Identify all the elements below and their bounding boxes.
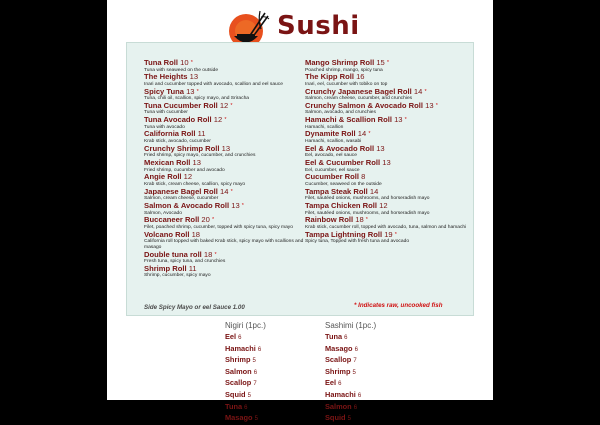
nigiri-item-name: Eel [225,332,237,341]
raw-indicator: * [365,217,368,224]
nigiri-item-price: 6 [238,335,242,341]
nigiri-item-price: 5 [252,358,256,365]
nigiri-heading: Nigiri (1pc.) [225,321,266,330]
menu-item [144,265,309,279]
sashimi-item-price: 6 [353,404,358,411]
sashimi-item-name: Hamachi [325,389,356,399]
menu-item-description: Salmon, cream cheese, cucumber, and crunchies [305,96,413,102]
raw-indicator: * [386,60,390,66]
menu-item-name: Volcano Roll [144,229,190,239]
menu-item-name: Crunchy Salmon & Avocado Roll [305,100,423,110]
nigiri-list [225,332,266,425]
nigiri-item-name: Salmon [225,366,252,376]
roll-menu-panel [126,42,474,316]
menu-item [144,202,309,216]
menu-item-description: Poached shrimp, mango, spicy tuna [305,67,383,73]
menu-item [144,159,309,173]
menu-item [305,102,470,116]
nigiri-item [225,332,266,344]
sashimi-item-price: 5 [347,416,351,423]
side-sauce-note: Side Spicy Mayo or eel Sauce 1.00 [144,304,245,311]
menu-item [144,145,309,159]
sashimi-item [325,355,376,367]
nigiri-item [225,402,266,414]
menu-item-description: Salmon, avocado, and crunchies [305,110,376,116]
menu-item-name: Tuna Cucumber Roll [144,100,218,110]
menu-item-description: Filet, sautéed onions, mushrooms, and horseradish mayo [305,210,430,216]
menu-item-name-line [305,159,470,168]
menu-item-name-line [305,216,470,225]
menu-item-description: Filet, sautéed onions, mushrooms, and horseradish mayo [305,196,430,202]
nigiri-item-name: Masago [225,413,253,423]
menu-item-price: 11 [188,263,197,273]
menu-item-name-line [144,251,309,260]
menu-item-name-line [305,202,470,211]
menu-item-name-line [144,216,309,225]
menu-item-description: Cucumber, seaweed on the outside [305,181,382,187]
menu-item-name-line [144,59,309,68]
menu-item [144,173,309,187]
menu-item-description: Krab stick, cream cheese, scallion, spicy mayo [144,181,246,187]
menu-item-name-line [305,88,470,97]
menu-item-price: 12 [379,200,388,210]
menu-item-name-line [144,173,309,182]
menu-item-name: Tampa Steak Roll [305,186,368,196]
nigiri-item-name: Hamachi [225,343,256,353]
menu-item-price: 13 [425,100,434,110]
sashimi-item-price: 6 [344,335,348,341]
sashimi-list [325,332,376,425]
menu-item-price: 13 [382,158,391,168]
menu-item-name: Shrimp Roll [144,263,187,273]
menu-item-price: 13 [189,72,199,82]
raw-indicator: * [230,102,233,109]
menu-item-price: 13 [376,143,385,153]
menu-item-description: Salmon, cream cheese, cucumber [144,196,219,202]
menu-item [305,188,470,202]
menu-item [305,216,470,230]
menu-item-description: Fresh tuna, spicy tuna, and crunchies [144,259,226,265]
raw-indicator: * [196,88,199,95]
menu-item [144,73,309,87]
menu-item-name: Mango Shrimp Roll [305,58,375,67]
sashimi-item-name: Salmon [325,401,352,411]
menu-item-description: Salmon, Avocado [144,210,182,216]
raw-indicator: * [368,131,371,138]
nigiri-item [225,390,266,402]
raw-indicator: * [241,202,244,209]
menu-item-name-line [144,130,309,139]
menu-item-description: Tuna, chili oil, scallion, spicy mayo, and Sriracha [144,96,250,102]
sashimi-heading: Sashimi (1pc.) [325,321,377,330]
nigiri-item [225,344,266,356]
menu-item-name-line [305,73,470,82]
nigiri-item-price: 6 [253,369,258,376]
menu-item [305,202,470,216]
menu-item-price: 8 [361,172,366,182]
menu-column-right [305,59,470,245]
menu-item-description: Spicy tuna, Topped with fresh tuna and avocado [305,239,410,245]
menu-item-description: Eel, avocado, eel sauce [305,153,357,159]
sashimi-item [325,390,376,402]
raw-indicator: * [394,231,397,238]
menu-item-name: Dynamite Roll [305,129,356,139]
menu-item [305,159,470,173]
menu-item-name: Japanese Bagel Roll [144,186,218,196]
sashimi-item-name: Shrimp [325,366,351,376]
nigiri-item-name: Scallop [225,378,252,388]
menu-item-name: Double tuna roll [144,249,202,259]
sashimi-item-price: 7 [353,358,357,365]
menu-item-price: 12 [213,115,223,125]
menu-item-name-line [305,188,470,197]
raw-indicator: * [190,60,193,66]
raw-indicator: * [224,117,227,124]
nigiri-item [225,413,266,425]
menu-item-price: 10 [180,58,189,67]
sashimi-section [325,320,376,425]
menu-item-description: Fried shrimp, spicy mayo, cucumber, and crunchies [144,153,256,159]
menu-item-name: Salmon & Avocado Roll [144,200,230,210]
sashimi-item-name: Squid [325,413,346,423]
menu-item [305,130,470,144]
menu-item [305,231,470,245]
sashimi-item-price: 6 [354,346,358,353]
sashimi-item [325,413,376,425]
menu-item-name-line [305,116,470,125]
menu-column-left [144,59,309,279]
menu-item-name: Spicy Tuna [144,86,184,96]
menu-item-price: 18 [355,215,364,225]
raw-fish-note: * Indicates raw, uncooked fish [354,302,443,309]
menu-item-price: 18 [203,249,213,259]
sashimi-item-name: Tuna [325,332,343,341]
sashimi-item-name: Scallop [325,355,352,365]
raw-indicator: * [230,188,233,195]
menu-item [305,73,470,87]
raw-indicator: * [435,102,438,109]
menu-item-name: Tuna Roll [144,58,179,67]
sashimi-item-price: 5 [352,369,356,376]
menu-item-name: Tampa Lightning Roll [305,229,383,239]
sashimi-item-name: Masago [325,343,353,353]
menu-item [305,145,470,159]
raw-indicator: * [214,251,217,258]
sashimi-item [325,378,376,390]
menu-item-name: Eel & Avocado Roll [305,143,375,153]
menu-item-description: Filet, poached shrimp, cucumber, topped with spicy tuna, spicy mayo [144,224,293,230]
menu-item-price: 13 [231,200,240,210]
menu-item-price: 14 [357,129,367,139]
menu-item-price: 14 [369,186,379,196]
menu-item-name-line [144,231,309,240]
menu-item-price: 19 [384,229,393,239]
menu-item [144,251,309,265]
menu-item-name-line [305,59,470,68]
nigiri-item [225,378,266,390]
menu-item-name-line [144,88,309,97]
sashimi-item-price: 6 [338,381,342,388]
menu-item [144,102,309,116]
menu-item-name-line [305,130,470,139]
menu-item-name: Tuna Avocado Roll [144,115,212,125]
menu-item-name: Crunchy Shrimp Roll [144,143,220,153]
menu-item-name: Buccaneer Roll [144,215,200,225]
menu-item-name: Hamachi & Scallion Roll [305,115,392,125]
menu-item-name: Rainbow Roll [305,215,354,225]
menu-item-name: Cucumber Roll [305,172,360,182]
page-title: Sushi [277,11,360,41]
menu-item-name: Eel & Cucumber Roll [305,158,381,168]
menu-item-description: Tuna with cucumber [144,110,188,116]
menu-item-name: The Heights [144,72,188,82]
menu-item-description: Inari and cucumber topped with avocado, scallion and eel sauce [144,81,283,87]
menu-item-description: Tuna with avocado [144,124,185,130]
menu-item [144,116,309,130]
menu-item-price: 13 [192,158,201,168]
menu-item-price: 13 [394,115,403,125]
menu-item-description: Tuna with seaweed on the outside [144,67,219,73]
menu-item-description: California roll topped with baked Krab stick, spicy mayo with scallions and masago [144,239,304,250]
menu-item-name-line [144,116,309,125]
menu-item [144,130,309,144]
menu-item-description: Shrimp, cucumber, spicy mayo [144,273,211,279]
nigiri-item-price: 6 [244,404,248,411]
nigiri-item-price: 5 [247,392,251,399]
nigiri-section [225,320,266,425]
menu-item-name-line [144,159,309,168]
menu-item-price: 18 [191,229,201,239]
menu-item-description: Eel, cucumber, eel sauce [305,167,360,173]
sashimi-item [325,367,376,379]
menu-item-description: Hamachi, scallion, wasabi [305,139,362,145]
menu-item-description: Fried shrimp, cucumber and avocado [144,167,225,173]
menu-item-price: 12 [219,100,229,110]
sashimi-item [325,332,376,344]
menu-item-price: 14 [413,86,423,96]
nigiri-item-name: Tuna [225,401,243,411]
menu-item [144,59,309,73]
menu-item-description: Inari, eel, cucumber with tobiko on top [305,81,388,87]
menu-item-price: 16 [356,72,365,82]
raw-indicator: * [404,117,407,124]
menu-item [144,88,309,102]
menu-item-price: 11 [197,129,206,139]
nigiri-item-price: 7 [253,381,257,388]
menu-item [305,88,470,102]
sashimi-item [325,344,376,356]
sashimi-item-price: 6 [357,392,362,399]
raw-indicator: * [424,88,427,95]
menu-item [305,59,470,73]
menu-item-price: 15 [376,58,385,67]
raw-indicator: * [212,217,215,224]
menu-item-name: Crunchy Japanese Bagel Roll [305,86,412,96]
menu-item-name: Tampa Chicken Roll [305,200,378,210]
menu-item-name: Angie Roll [144,172,182,182]
nigiri-item-name: Shrimp [225,355,251,365]
menu-item-description: Hamachi, scallion [305,124,344,130]
sashimi-item [325,402,376,414]
menu-item-price: 13 [221,143,231,153]
menu-item-price: 12 [183,172,193,182]
menu-item-name: The Kipp Roll [305,72,354,82]
menu-item-description: Krab stick, avocado, cucumber [144,139,211,145]
menu-item-name: California Roll [144,129,196,139]
nigiri-item [225,355,266,367]
menu-item-price: 13 [186,86,195,96]
nigiri-item-price: 6 [257,346,262,353]
nigiri-item [225,367,266,379]
menu-item-name-line [144,73,309,82]
menu-item-description: Krab stick, cucumber roll, topped with avocado, tuna, salmon and hamachi [305,224,467,230]
menu-page [107,0,493,423]
menu-item [144,216,309,230]
menu-item-name-line [305,173,470,182]
nigiri-item-price: 5 [254,416,258,423]
menu-item-name: Mexican Roll [144,158,191,168]
menu-item-price: 14 [219,186,229,196]
menu-item [144,231,309,251]
nigiri-item-name: Squid [225,389,246,399]
menu-item-name-line [144,202,309,211]
menu-item [305,173,470,187]
sashimi-item-name: Eel [325,378,337,388]
menu-item-name-line [144,188,309,197]
menu-item-price: 20 [201,215,210,225]
menu-item-name-line [305,231,470,240]
menu-item [305,116,470,130]
menu-item [144,188,309,202]
